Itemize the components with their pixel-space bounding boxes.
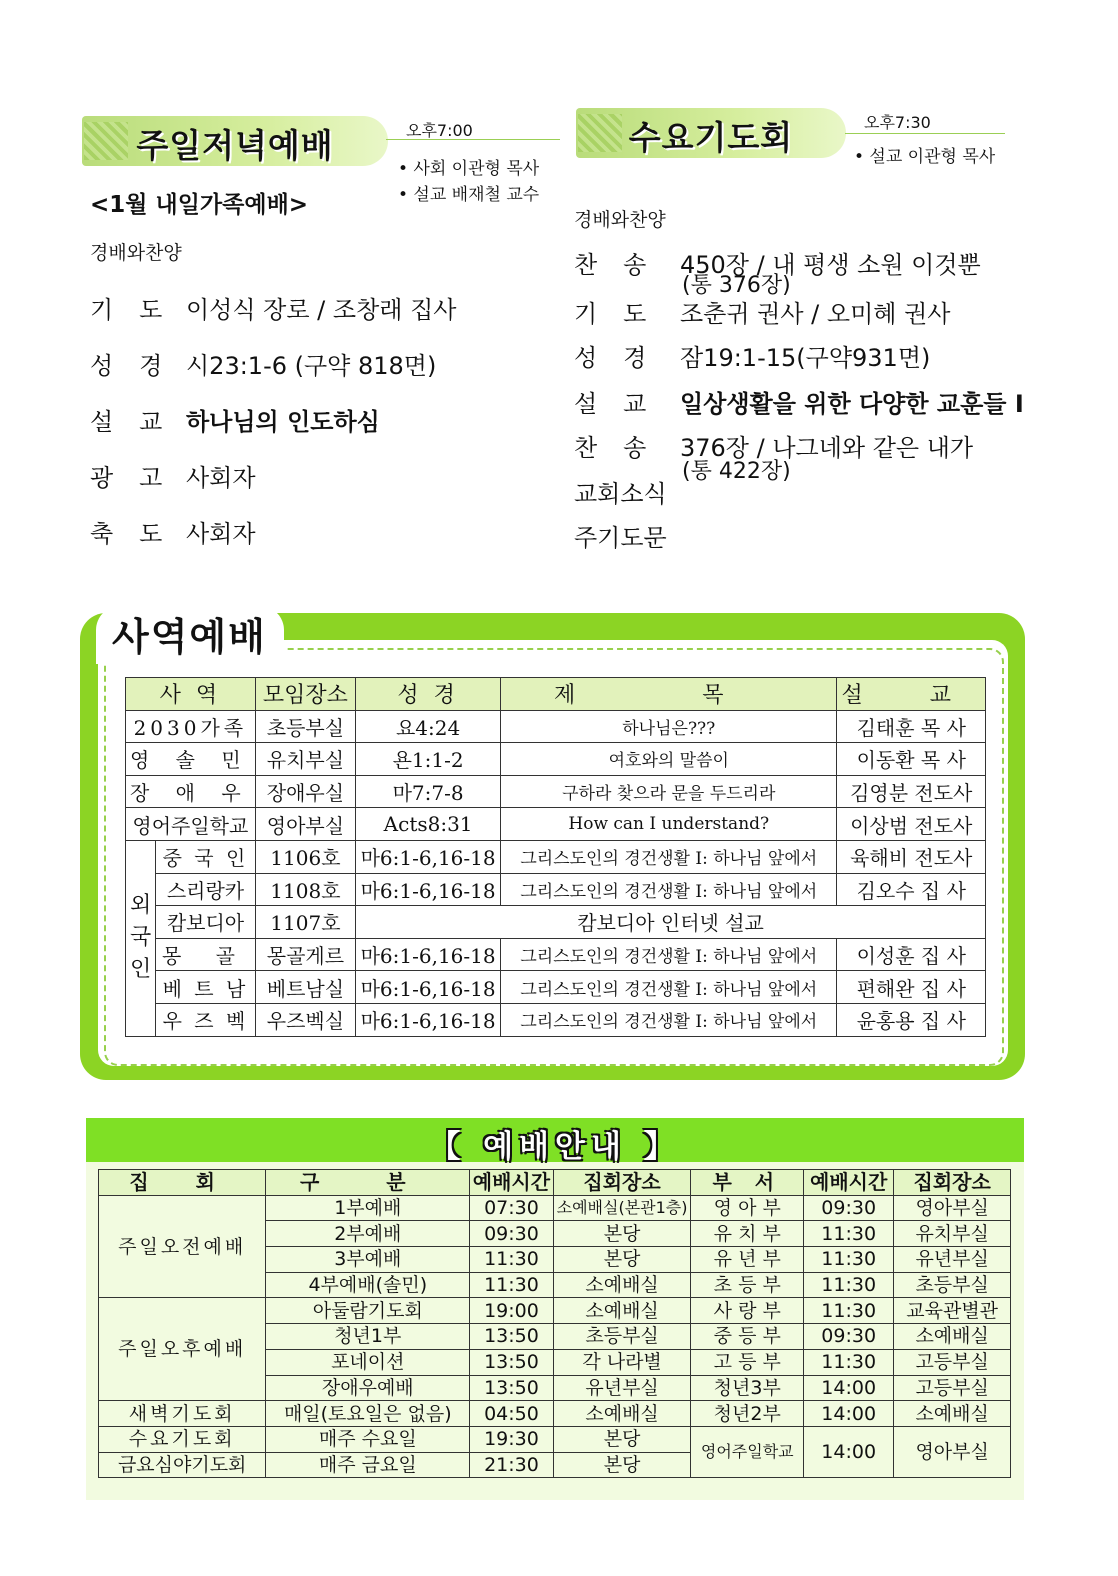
wednesday-item	[574, 384, 1024, 419]
item-key: 축도	[90, 520, 189, 548]
col-header: 집회장소	[553, 1170, 691, 1196]
sunday-item	[90, 290, 456, 325]
wednesday-time: 오후7:30	[864, 113, 931, 132]
dept-time: 11:30	[804, 1272, 894, 1298]
department: 유 치 부	[691, 1221, 804, 1247]
item-key: 설교	[574, 390, 673, 418]
location: 1107호	[255, 906, 355, 939]
dept-time: 14:00	[804, 1375, 894, 1401]
service-place: 소예배실	[553, 1272, 691, 1298]
department: 고 등 부	[691, 1349, 804, 1375]
foreign-label: 외국인	[126, 840, 156, 1036]
wednesday-item	[574, 294, 950, 329]
dept-time: 14:00	[804, 1401, 894, 1427]
scripture: 요4:24	[356, 710, 501, 743]
service-time: 07:30	[470, 1195, 553, 1221]
ministry-name: 영어주일학교	[126, 808, 256, 841]
item-key: 기도	[90, 296, 189, 324]
ministry-name: 캄보디아	[156, 906, 255, 939]
service-place: 본당	[553, 1221, 691, 1247]
service-name: 2부예배	[266, 1221, 470, 1247]
service-place: 소예배실(본관1층)	[553, 1195, 691, 1221]
service-time: 19:30	[470, 1426, 553, 1452]
sunday-evening-leader: • 사회 이관형 목사	[398, 159, 540, 179]
service-time: 11:30	[470, 1272, 553, 1298]
table-header-row	[99, 1170, 1011, 1196]
dept-time: 11:30	[804, 1349, 894, 1375]
col-header: 예배시간	[804, 1170, 894, 1196]
ministry-title: 사역예배	[112, 615, 267, 659]
service-name: 매일(토요일은 없음)	[266, 1401, 470, 1427]
dept-place: 고등부실	[894, 1375, 1011, 1401]
group-label: 수요기도회	[99, 1426, 266, 1452]
worship-guide-title: 【 예배안내 】	[429, 1129, 681, 1165]
scripture: 마6:1-6,16-18	[356, 873, 501, 906]
col-header: 집회장소	[894, 1170, 1011, 1196]
ministry-name: 영 솔 민	[126, 743, 256, 776]
table-row	[99, 1195, 1011, 1221]
sunday-evening-title: 주일저녁예배	[136, 126, 334, 165]
sunday-item	[90, 514, 256, 549]
group-label: 주일오후예배	[99, 1298, 266, 1401]
location: 1108호	[255, 873, 355, 906]
service-place: 소예배실	[553, 1298, 691, 1324]
table-row	[126, 971, 986, 1004]
sermon-title: 그리스도인의 경건생활 Ⅰ: 하나님 앞에서	[501, 873, 837, 906]
preacher: 이성훈 집 사	[837, 938, 986, 971]
preacher: 김영분 전도사	[837, 775, 986, 808]
preacher: 김태훈 목 사	[837, 710, 986, 743]
table-row	[126, 710, 986, 743]
location: 초등부실	[255, 710, 355, 743]
group-label: 금요심야기도회	[99, 1452, 266, 1478]
scripture: 마6:1-6,16-18	[356, 971, 501, 1004]
preacher: 편해완 집 사	[837, 971, 986, 1004]
location: 우즈벡실	[255, 1003, 355, 1036]
dept-time: 14:00	[804, 1426, 894, 1477]
service-place: 유년부실	[553, 1375, 691, 1401]
item-key: 기도	[574, 300, 673, 328]
preacher: 김오수 집 사	[837, 873, 986, 906]
location: 장애우실	[255, 775, 355, 808]
service-time: 13:50	[470, 1349, 553, 1375]
table-row	[99, 1401, 1011, 1427]
item-key: 설교	[90, 408, 189, 436]
service-name: 포네이션	[266, 1349, 470, 1375]
scripture: 마6:1-6,16-18	[356, 1003, 501, 1036]
department: 중 등 부	[691, 1324, 804, 1350]
dept-place: 유년부실	[894, 1247, 1011, 1273]
preacher: 윤홍용 집 사	[837, 1003, 986, 1036]
internet-sermon: 캄보디아 인터넷 설교	[356, 906, 986, 939]
preacher: 이상범 전도사	[837, 808, 986, 841]
dept-place: 소예배실	[894, 1401, 1011, 1427]
col-header: 성 경	[356, 678, 501, 711]
item-value: 잠19:1-15(구약931면)	[680, 344, 931, 372]
table-row	[126, 906, 986, 939]
sunday-evening-preacher: • 설교 배재철 교수	[398, 185, 540, 205]
service-place: 본당	[553, 1247, 691, 1273]
sermon-title: 구하라 찾으라 문을 두드리라	[501, 775, 837, 808]
service-place: 본당	[553, 1426, 691, 1452]
location: 베트남실	[255, 971, 355, 1004]
dept-place: 소예배실	[894, 1324, 1011, 1350]
department: 청년2부	[691, 1401, 804, 1427]
wednesday-banner	[576, 108, 846, 158]
scripture: 욘1:1-2	[356, 743, 501, 776]
wednesday-item	[574, 338, 930, 373]
service-place: 소예배실	[553, 1401, 691, 1427]
service-time: 19:00	[470, 1298, 553, 1324]
sunday-item	[90, 402, 380, 437]
group-label: 주일오전예배	[99, 1195, 266, 1298]
col-header: 부 서	[691, 1170, 804, 1196]
department: 사 랑 부	[691, 1298, 804, 1324]
table-row	[126, 743, 986, 776]
service-name: 청년1부	[266, 1324, 470, 1350]
item-key: 성경	[90, 352, 189, 380]
sunday-evening-time: 오후7:00	[406, 121, 473, 140]
item-key: 찬송	[574, 434, 673, 462]
dept-time: 11:30	[804, 1298, 894, 1324]
wednesday-opening: 경배와찬양	[574, 209, 666, 231]
location: 1106호	[255, 840, 355, 873]
ministry-name: 2030가족	[126, 710, 256, 743]
dept-place: 영아부실	[894, 1195, 1011, 1221]
service-name: 매주 수요일	[266, 1426, 470, 1452]
ministry-table	[125, 677, 986, 1037]
service-name: 장애우예배	[266, 1375, 470, 1401]
sunday-evening-banner	[82, 116, 388, 166]
ministry-name: 스리랑카	[156, 873, 255, 906]
department: 영 아 부	[691, 1195, 804, 1221]
scripture: 마6:1-6,16-18	[356, 840, 501, 873]
dept-place: 고등부실	[894, 1349, 1011, 1375]
service-time: 09:30	[470, 1221, 553, 1247]
item-key: 성경	[574, 344, 673, 372]
table-row	[126, 938, 986, 971]
dept-place: 유치부실	[894, 1221, 1011, 1247]
table-row	[126, 873, 986, 906]
service-time: 11:30	[470, 1247, 553, 1273]
divider-line	[845, 133, 1005, 134]
wednesday-title: 수요기도회	[628, 118, 794, 157]
table-row	[99, 1298, 1011, 1324]
church-news: 교회소식	[574, 480, 667, 508]
worship-guide-table	[98, 1169, 1011, 1478]
lords-prayer: 주기도문	[574, 524, 667, 552]
item-value: 450장 / 내 평생 소원 이것뿐	[680, 251, 981, 279]
ministry-name: 우 즈 벡	[156, 1003, 255, 1036]
item-value: 이성식 장로 / 조창래 집사	[186, 296, 457, 324]
wednesday-item-sub: (통 376장)	[682, 273, 791, 298]
sermon-title: 그리스도인의 경건생활 Ⅰ: 하나님 앞에서	[501, 938, 837, 971]
department: 영어주일학교	[691, 1426, 804, 1477]
service-place: 본당	[553, 1452, 691, 1478]
col-header: 모임장소	[255, 678, 355, 711]
item-value: 사회자	[186, 520, 256, 548]
table-row	[126, 808, 986, 841]
ministry-name: 베 트 남	[156, 971, 255, 1004]
sermon-title: 일상생활을 위한 다양한 교훈들 Ⅰ	[680, 390, 1024, 418]
table-row	[126, 840, 986, 873]
wednesday-item-sub: (통 422장)	[682, 459, 791, 484]
dept-time: 09:30	[804, 1324, 894, 1350]
ministry-name: 장 애 우	[126, 775, 256, 808]
ministry-name: 중 국 인	[156, 840, 255, 873]
col-header: 구 분	[266, 1170, 470, 1196]
service-name: 3부예배	[266, 1247, 470, 1273]
col-header: 제 목	[501, 678, 837, 711]
service-place: 초등부실	[553, 1324, 691, 1350]
location: 유치부실	[255, 743, 355, 776]
item-value: 시23:1-6 (구약 818면)	[186, 352, 437, 380]
table-row	[99, 1426, 1011, 1452]
item-value: 사회자	[186, 464, 256, 492]
dept-time: 11:30	[804, 1247, 894, 1273]
sermon-title: 그리스도인의 경건생활 Ⅰ: 하나님 앞에서	[501, 1003, 837, 1036]
group-label: 새벽기도회	[99, 1401, 266, 1427]
department: 청년3부	[691, 1375, 804, 1401]
service-time: 04:50	[470, 1401, 553, 1427]
table-row	[126, 1003, 986, 1036]
dept-time: 11:30	[804, 1221, 894, 1247]
sermon-title: 하나님의 인도하심	[186, 408, 380, 436]
department: 유 년 부	[691, 1247, 804, 1273]
location: 몽골게르	[255, 938, 355, 971]
sunday-item	[90, 458, 256, 493]
sermon-title: 하나님은???	[501, 710, 837, 743]
dept-time: 09:30	[804, 1195, 894, 1221]
sermon-title: 여호와의 말씀이	[501, 743, 837, 776]
scripture: Acts8:31	[356, 808, 501, 841]
ministry-name: 몽 골	[156, 938, 255, 971]
service-name: 1부예배	[266, 1195, 470, 1221]
col-header: 설 교	[837, 678, 986, 711]
table-header-row	[126, 678, 986, 711]
col-header: 집 회	[99, 1170, 266, 1196]
sermon-title: 그리스도인의 경건생활 Ⅰ: 하나님 앞에서	[501, 971, 837, 1004]
location: 영아부실	[255, 808, 355, 841]
service-time: 13:50	[470, 1375, 553, 1401]
col-header: 사 역	[126, 678, 256, 711]
service-name: 아둘람기도회	[266, 1298, 470, 1324]
sunday-item	[90, 346, 436, 381]
preacher: 이동환 목 사	[837, 743, 986, 776]
wednesday-preacher: • 설교 이관형 목사	[854, 147, 996, 167]
service-name: 매주 금요일	[266, 1452, 470, 1478]
item-value: 376장 / 나그네와 같은 내가	[680, 434, 974, 462]
dept-place: 교육관별관	[894, 1298, 1011, 1324]
department: 초 등 부	[691, 1272, 804, 1298]
item-key: 광고	[90, 464, 189, 492]
item-key: 찬송	[574, 251, 673, 279]
col-header: 예배시간	[470, 1170, 553, 1196]
service-place: 각 나라별	[553, 1349, 691, 1375]
scripture: 마6:1-6,16-18	[356, 938, 501, 971]
service-time: 13:50	[470, 1324, 553, 1350]
dept-place: 영아부실	[894, 1426, 1011, 1477]
service-name: 4부예배(솔민)	[266, 1272, 470, 1298]
service-time: 21:30	[470, 1452, 553, 1478]
sunday-evening-subtitle: <1월 내일가족예배>	[90, 192, 309, 218]
preacher: 육해비 전도사	[837, 840, 986, 873]
item-value: 조춘귀 권사 / 오미혜 권사	[680, 300, 951, 328]
scripture: 마7:7-8	[356, 775, 501, 808]
dept-place: 초등부실	[894, 1272, 1011, 1298]
table-row	[126, 775, 986, 808]
sermon-title: How can I understand?	[501, 808, 837, 841]
sermon-title: 그리스도인의 경건생활 Ⅰ: 하나님 앞에서	[501, 840, 837, 873]
sunday-evening-opening: 경배와찬양	[90, 242, 182, 264]
